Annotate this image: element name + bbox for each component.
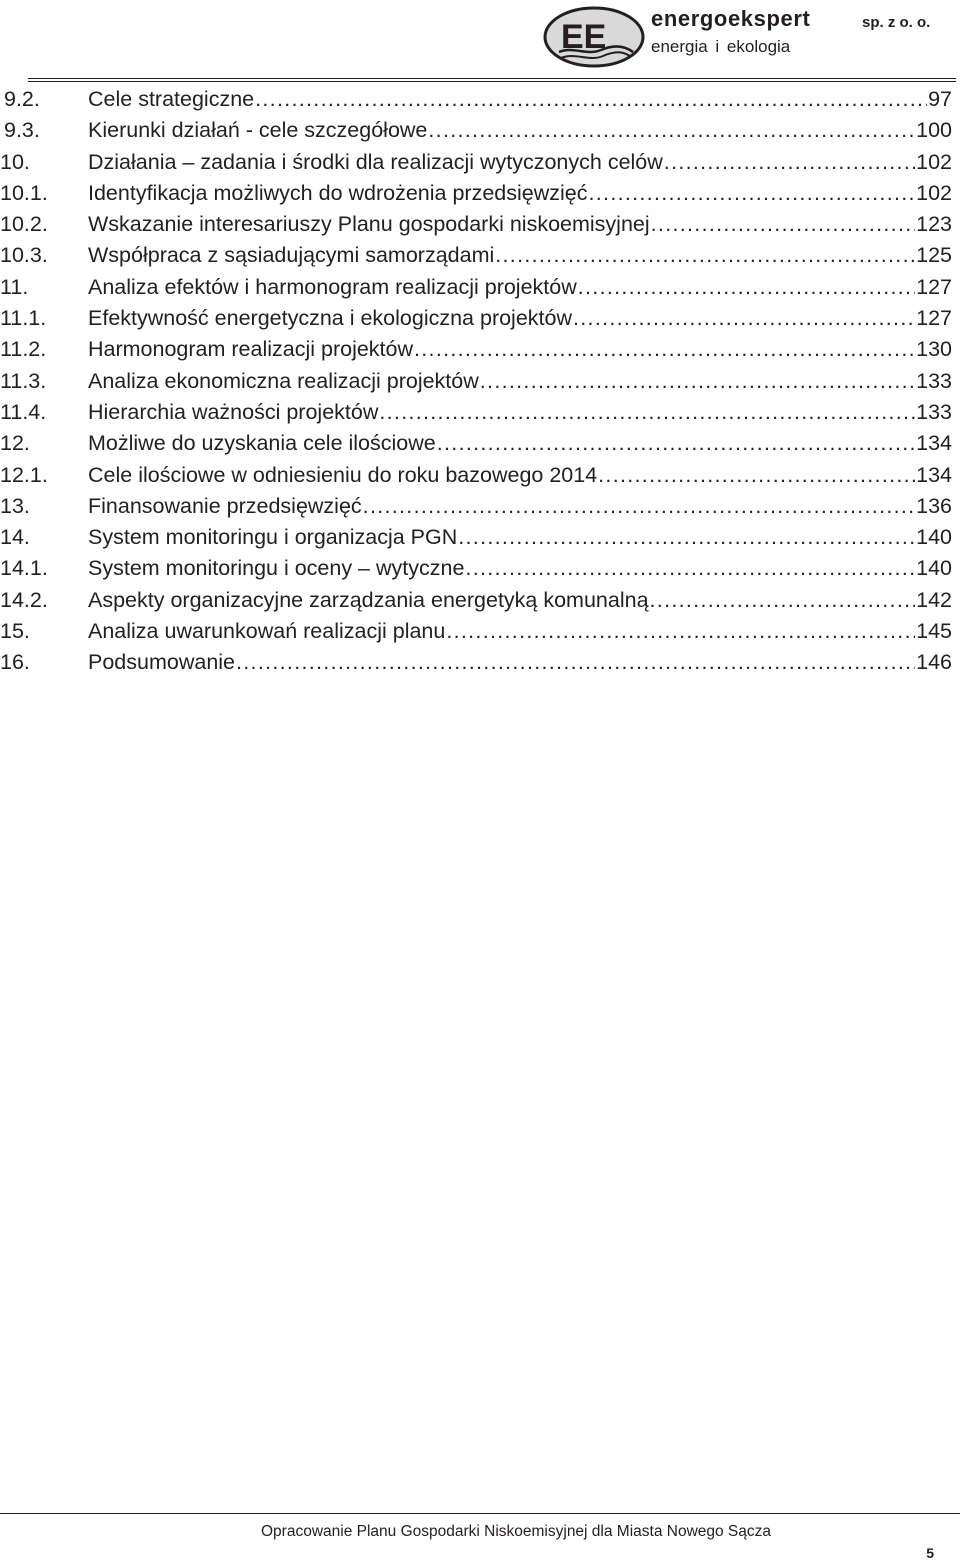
toc-entry-title: Analiza efektów i harmonogram realizacji projektów — [88, 274, 577, 299]
toc-entry-number: 10. — [0, 149, 30, 174]
toc-leader-dots — [446, 616, 915, 647]
toc-leader-dots — [598, 460, 915, 491]
toc-entry[interactable] — [0, 240, 960, 271]
footer-divider — [0, 1513, 960, 1514]
toc-entry-title: Analiza uwarunkowań realizacji planu — [88, 619, 446, 644]
toc-leader-dots — [589, 178, 916, 209]
toc-entry-page: 102 — [916, 149, 952, 174]
toc-entry-title: Podsumowanie — [88, 650, 236, 675]
toc-entry-page: 127 — [916, 274, 952, 299]
toc-entry-number: 14.2. — [0, 587, 48, 612]
toc-leader-dots — [437, 428, 915, 459]
energoekspert-logo — [543, 6, 645, 68]
toc-entry-title: Współpraca z sąsiadującymi samorządami — [88, 243, 495, 268]
toc-entry-number: 9.2. — [4, 87, 40, 111]
toc-entry[interactable] — [0, 491, 960, 522]
toc-entry[interactable] — [0, 553, 960, 584]
toc-entry[interactable] — [0, 334, 960, 365]
toc-entry-number: 11.1. — [0, 306, 47, 331]
toc-entry[interactable] — [0, 366, 960, 397]
toc-entry-number: 16. — [0, 650, 30, 675]
toc-entry-page: 102 — [916, 180, 952, 205]
toc-entry-title: Harmonogram realizacji projektów — [88, 337, 414, 362]
brand-name: energoekspert — [651, 6, 811, 31]
toc-entry[interactable] — [0, 209, 960, 240]
toc-entry-number: 12.1. — [0, 462, 48, 487]
toc-entry-title: Hierarchia ważności projektów — [88, 399, 379, 424]
toc-entry-number: 11.2. — [0, 337, 47, 362]
toc-entry[interactable] — [0, 647, 960, 678]
toc-leader-dots — [363, 491, 915, 522]
toc-entry[interactable] — [0, 147, 960, 178]
header-divider — [28, 78, 956, 82]
toc-leader-dots — [465, 553, 915, 584]
toc-leader-dots — [578, 272, 915, 303]
toc-entry-page: 134 — [916, 431, 952, 456]
toc-entry-page: 100 — [916, 118, 952, 143]
toc-leader-dots — [480, 366, 915, 397]
toc-entry-page: 127 — [916, 306, 952, 331]
toc-entry-number: 11.3. — [0, 368, 47, 393]
toc-leader-dots — [495, 240, 915, 271]
toc-entry-title: System monitoringu i oceny – wytyczne — [88, 556, 465, 581]
toc-entry-number: 15. — [0, 619, 30, 644]
toc-entry-number: 10.1. — [0, 180, 48, 205]
toc-entry-title: Analiza ekonomiczna realizacji projektów — [88, 368, 479, 393]
toc-entry[interactable] — [0, 303, 960, 334]
toc-entry-page: 125 — [916, 243, 952, 268]
toc-entry-page: 133 — [916, 399, 952, 424]
toc-entry[interactable] — [0, 397, 960, 428]
toc-entry[interactable] — [0, 522, 960, 553]
toc-entry-number: 9.3. — [4, 118, 40, 143]
toc-entry-page: 136 — [916, 493, 952, 518]
toc-entry-number: 11.4. — [0, 399, 47, 424]
toc-entry-number: 13. — [0, 493, 30, 518]
toc-entry[interactable] — [0, 272, 960, 303]
toc-entry-page: 140 — [916, 556, 952, 581]
toc-entry-page: 123 — [916, 212, 952, 237]
toc-leader-dots — [664, 147, 915, 178]
toc-entry-title: Finansowanie przedsięwzięć — [88, 493, 362, 518]
toc-entry-title: Aspekty organizacyjne zarządzania energetyką komunalną — [88, 587, 649, 612]
toc-leader-dots — [650, 585, 916, 616]
toc-entry[interactable] — [0, 115, 960, 146]
footer-document-title: Opracowanie Planu Gospodarki Niskoemisyjnej dla Miasta Nowego Sącza — [260, 1523, 772, 1540]
toc-leader-dots — [651, 209, 915, 240]
toc-entry-title: Działania – zadania i środki dla realizacji wytyczonych celów — [88, 149, 663, 174]
brand-suffix: sp. z o. o. — [862, 14, 931, 31]
toc-entry[interactable] — [0, 178, 960, 209]
toc-entry-title: Efektywność energetyczna i ekologiczna projektów — [88, 306, 573, 331]
toc-entry-title: Kierunki działań - cele szczegółowe — [88, 118, 428, 143]
toc-entry[interactable] — [0, 84, 960, 115]
toc-entry-page: 133 — [916, 368, 952, 393]
page-number: 5 — [926, 1545, 934, 1561]
toc-entry-title: Wskazanie interesariuszy Planu gospodarki niskoemisyjnej — [88, 212, 650, 237]
toc-entry[interactable] — [0, 460, 960, 491]
toc-entry-page: 134 — [916, 462, 952, 487]
toc-entry-title: Możliwe do uzyskania cele ilościowe — [88, 431, 436, 456]
toc-entry[interactable] — [0, 616, 960, 647]
toc-entry-page: 145 — [916, 619, 952, 644]
toc-leader-dots — [236, 647, 915, 678]
toc-entry[interactable] — [0, 428, 960, 459]
toc-entry-number: 14.1. — [0, 556, 48, 581]
toc-entry[interactable] — [0, 585, 960, 616]
page-header — [0, 0, 960, 80]
toc-leader-dots — [414, 334, 915, 365]
toc-entry-page: 142 — [916, 587, 952, 612]
table-of-contents — [0, 84, 960, 679]
toc-leader-dots — [255, 84, 927, 115]
toc-leader-dots — [428, 115, 915, 146]
toc-entry-page: 140 — [916, 525, 952, 550]
toc-entry-number: 12. — [0, 431, 30, 456]
toc-entry-number: 11. — [0, 274, 29, 299]
brand-tagline: energia i ekologia — [651, 37, 791, 56]
toc-leader-dots — [458, 522, 915, 553]
toc-entry-page: 146 — [916, 650, 952, 675]
toc-entry-title: Cele strategiczne — [88, 87, 255, 111]
toc-entry-title: System monitoringu i organizacja PGN — [88, 525, 458, 550]
toc-entry-number: 10.3. — [0, 243, 48, 268]
toc-entry-title: Cele ilościowe w odniesieniu do roku bazowego 2014 — [88, 462, 598, 487]
toc-leader-dots — [573, 303, 915, 334]
toc-entry-number: 10.2. — [0, 212, 48, 237]
logo-letters: EE — [561, 18, 607, 56]
toc-entry-title: Identyfikacja możliwych do wdrożenia przedsięwzięć — [88, 180, 588, 205]
toc-entry-number: 14. — [0, 525, 30, 550]
toc-leader-dots — [379, 397, 915, 428]
toc-entry-page: 130 — [916, 337, 952, 362]
toc-entry-page: 97 — [928, 87, 952, 111]
